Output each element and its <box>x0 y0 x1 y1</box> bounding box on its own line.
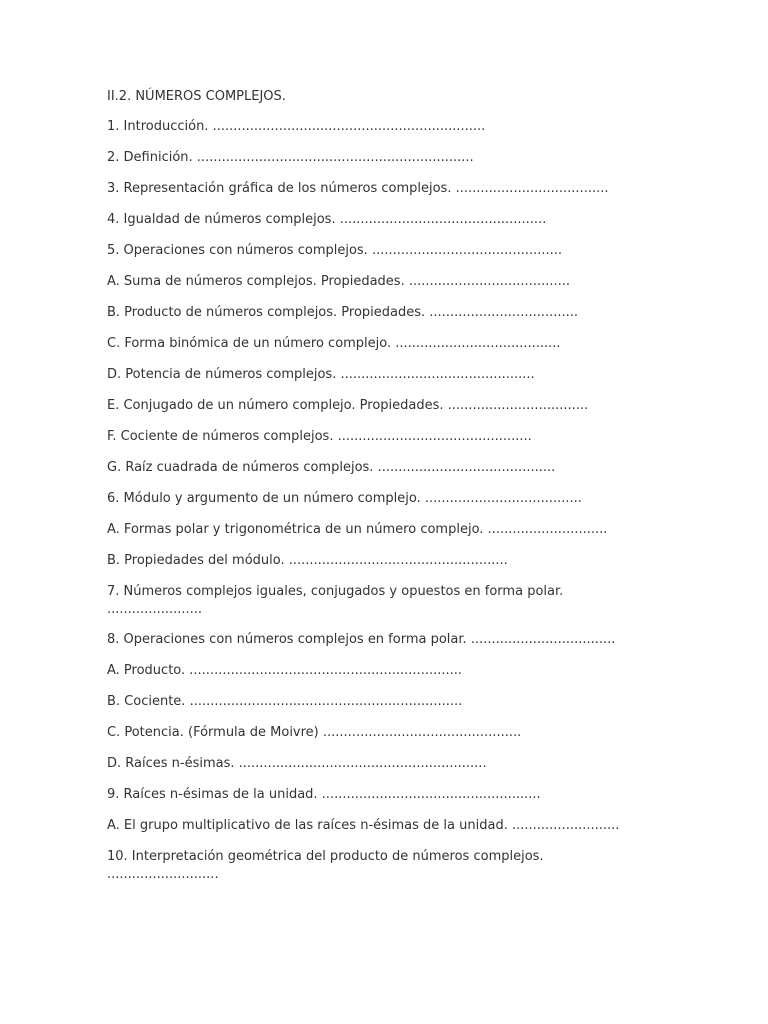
toc-item-8a: A. Producto. .................................................................. <box>107 663 463 678</box>
toc-item-6a: A. Formas polar y trigonométrica de un número complejo. ............................. <box>107 522 608 537</box>
toc-item-5g: G. Raíz cuadrada de números complejos. ........................................... <box>107 460 556 475</box>
toc-item-1: 1. Introducción. .................................................................. <box>107 119 486 134</box>
toc-item-3: 3. Representación gráfica de los números complejos. ..................................... <box>107 181 609 196</box>
toc-item-5f: F. Cociente de números complejos. ............................................... <box>107 429 532 444</box>
toc-item-2: 2. Definición. ................................................................... <box>107 150 474 165</box>
toc-item-5d: D. Potencia de números complejos. ............................................... <box>107 367 535 382</box>
toc-item-5b: B. Producto de números complejos. Propiedades. .................................... <box>107 305 579 320</box>
toc-item-7: 7. Números complejos iguales, conjugados y opuestos en forma polar. ....................... <box>107 584 564 617</box>
toc-item-10: 10. Interpretación geométrica del producto de números complejos. ........................... <box>107 849 544 882</box>
toc-item-9: 9. Raíces n-ésimas de la unidad. ..................................................... <box>107 787 541 802</box>
toc-item-5: 5. Operaciones con números complejos. .............................................. <box>107 243 563 258</box>
toc-item-8: 8. Operaciones con números complejos en forma polar. ................................... <box>107 632 616 647</box>
toc-item-5a: A. Suma de números complejos. Propiedades. ....................................... <box>107 274 571 289</box>
toc-item-6: 6. Módulo y argumento de un número complejo. ...................................... <box>107 491 582 506</box>
toc-item-8c: C. Potencia. (Fórmula de Moivre) ................................................ <box>107 725 522 740</box>
toc-item-6b: B. Propiedades del módulo. ..................................................... <box>107 553 508 568</box>
document-title: II.2. NÚMEROS COMPLEJOS. <box>107 89 286 104</box>
toc-item-5c: C. Forma binómica de un número complejo. ........................................ <box>107 336 561 351</box>
toc-item-5e: E. Conjugado de un número complejo. Propiedades. .................................. <box>107 398 589 413</box>
toc-item-9a: A. El grupo multiplicativo de las raíces n-ésimas de la unidad. .......................... <box>107 818 620 833</box>
toc-item-8d: D. Raíces n-ésimas. ............................................................ <box>107 756 487 771</box>
document-page <box>107 88 667 896</box>
toc-item-8b: B. Cociente. .................................................................. <box>107 694 463 709</box>
toc-item-4: 4. Igualdad de números complejos. .................................................. <box>107 212 547 227</box>
